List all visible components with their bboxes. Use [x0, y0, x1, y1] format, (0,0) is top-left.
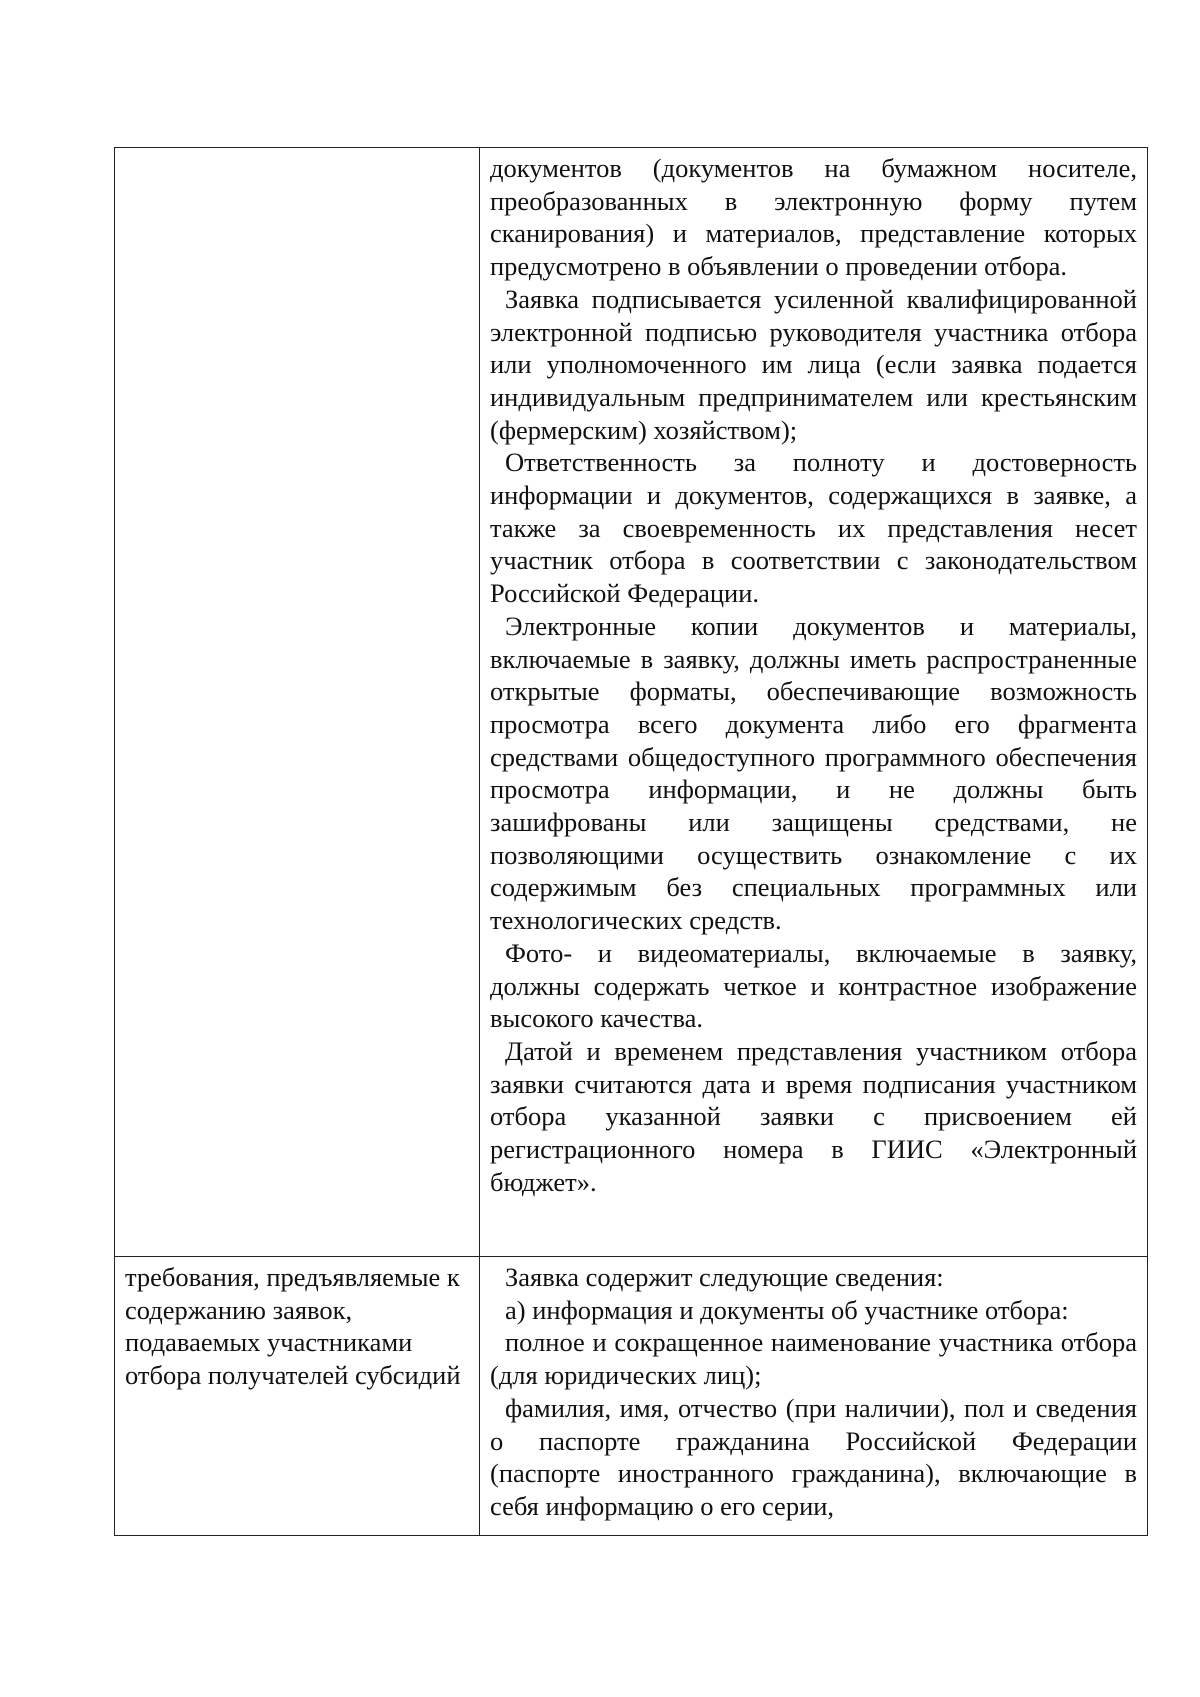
paragraph: Заявка подписывается усиленной квалифицированной электронной подписью руководителя участника отбора или уполномоченного им лица (если заявка подается индивидуальным предпринимателем или крестьянским (фермерским) хозяйством); — [490, 283, 1137, 445]
paragraph: Фото- и видеоматериалы, включаемые в заявку, должны содержать четкое и контрастное изображение высокого качества. — [490, 937, 1137, 1034]
paragraph: Электронные копии документов и материалы, включаемые в заявку, должны иметь распространенные открытые форматы, обеспечивающие возможность просмотра всего документа либо его фрагмента средствами общедоступного программного обеспечения просмотра информации, и не должны быть зашифрованы или защищены средствами, не позволяющими осуществить ознакомление с их содержимым без специальных программных или технологических средств. — [490, 610, 1137, 936]
table-cell-left — [115, 1257, 480, 1536]
table-row — [115, 148, 1148, 1257]
paragraph: а) информация и документы об участнике отбора: — [505, 1294, 1069, 1325]
paragraph: документов (документов на бумажном носителе, преобразованных в электронную форму путем сканирования) и материалов, представление которых предусмотрено в объявлении о проведении отбора. — [490, 153, 1137, 282]
paragraph: полное и сокращенное наименование участника отбора (для юридических лиц); — [490, 1327, 1137, 1391]
table-cell-left — [115, 148, 480, 1257]
requirements-table — [114, 147, 1148, 1536]
cell-label: требования, предъявляемые к содержанию заявок, подаваемых участниками отбора получателей субсидий — [125, 1262, 461, 1391]
paragraph: фамилия, имя, отчество (при наличии), пол и сведения о паспорте гражданина Российской Федерации (паспорте иностранного гражданина), включающие в себя информацию о его серии, — [490, 1392, 1137, 1521]
table-cell-right — [480, 1257, 1148, 1536]
paragraph: Датой и временем представления участником отбора заявки считаются дата и время подписания участником отбора указанной заявки с присвоением ей регистрационного номера в ГИИС «Электронный бюджет». — [490, 1035, 1137, 1197]
paragraph: Ответственность за полноту и достоверность информации и документов, содержащихся в заявке, а также за своевременность их представления несет участник отбора в соответствии с законодательством Российской Федерации. — [490, 447, 1137, 609]
paragraph: Заявка содержит следующие сведения: — [505, 1262, 944, 1292]
table-row — [115, 1257, 1148, 1536]
table-cell-right — [480, 148, 1148, 1257]
